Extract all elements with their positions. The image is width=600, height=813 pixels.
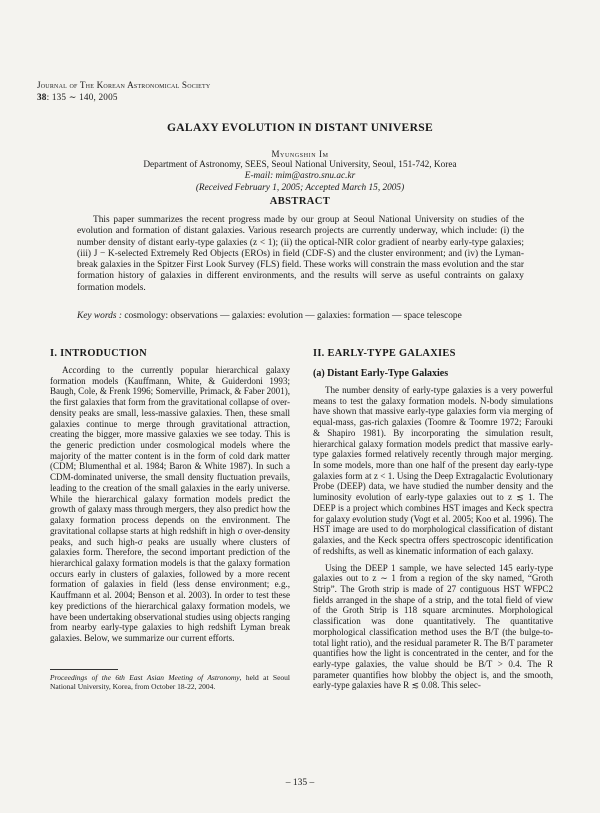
paragraph: The number density of early-type galaxies is a very powerful means to test the galaxy formation models. N-body simulations have shown that massive early-type galaxies form via merging of equal-mass, gas-rich galaxies (Toomre & Toomre 1972; Farouki & Shapiro 1981). By incorporating the simulation result, hierarchical galaxy formation models predict that massive early-type galaxies formed relatively recently through major merging. In some models, more than one half of the present day early-type galaxies form at z < 1. Using the Deep Extragalactic Evolutionary Probe (DEEP) data, we have studied the number density and the luminosity evolution of early-type galaxies out to z ≲ 1. The DEEP is a project which combines HST images and Keck spectra for galaxy evolution study (Vogt et al. 2005; Koo et al. 1996). The HST image are used to do morphological classification of distant galaxies, and the Keck spectra offers spectroscopic identification of redshifts, as well as kinematic information of each galaxy.: [313, 385, 553, 556]
page-number: – 135 –: [285, 778, 315, 788]
keywords: [77, 311, 524, 322]
author-block: [0, 149, 600, 194]
subsection-heading: (a) Distant Early-Type Galaxies: [313, 368, 449, 379]
right-column: [313, 346, 553, 691]
paper-title: GALAXY EVOLUTION IN DISTANT UNIVERSE: [166, 121, 434, 134]
affiliation: Department of Astronomy, SEES, Seoul National University, Seoul, 151-742, Korea: [143, 160, 457, 171]
left-column: [50, 346, 290, 644]
footnote-prefix: Proceedings of the 6th East Asian Meeting of Astronomy: [50, 673, 240, 682]
abstract-heading: ABSTRACT: [269, 196, 331, 207]
footnote-rest: , held at Seoul National University, Korea, from October 18-22, 2004.: [50, 673, 290, 692]
paragraph: According to the currently popular hierarchical galaxy formation models (Kauffmann, White, & Guiderdoni 1993; Baugh, Cole, & Frenk 1996; Somerville, Primack, & Faber 2001), the first galaxies that form from the gravitational collapse of over-density peaks are small, less-massive galaxies. Then, these small galaxies continue to merge through gravitational attraction, creating the bigger, more massive galaxies we see today. This is the generic prediction under cosmological models where the majority of the matter content is in the form of cold dark matter (CDM; Blumenthal et al. 1984; Baron & White 1987). In such a CDM-dominated universe, the small density fluctuation prevails, leading to the creation of the small galaxies in the early universe. While the hierarchical galaxy formation models predict the growth of galaxy mass through mergers, they also predict how the galaxy formation process depends on the environment. The gravitational collapse starts at high redshift in high σ over-density peaks, and such high-σ peaks are usually where clusters of galaxies form. Therefore, the second important prediction of the hierarchical galaxy formation models is that the galaxy formation occurs early in clusters of galaxies, followed by a more recent formation of galaxies in field (less dense environment; e.g., Kauffmann et al. 2004; Benson et al. 2003). In order to test these key predictions of the hierarchical galaxy formation models, we have been undertaking observational studies using objects ranging from nearby early-type galaxies to high redshift Lyman break galaxies. Below, we summarize our current efforts.: [50, 365, 290, 643]
journal-volume: 38: [37, 91, 47, 102]
section-heading: II. EARLY-TYPE GALAXIES: [313, 348, 456, 359]
received-dates: (Received February 1, 2005; Accepted March 15, 2005): [195, 182, 405, 193]
journal-pages: : 135 ∼ 140, 2005: [46, 91, 118, 102]
author-name: Myungshin Im: [271, 149, 329, 159]
section-heading: I. INTRODUCTION: [50, 348, 147, 359]
journal-name: Journal of The Korean Astronomical Society: [37, 80, 211, 90]
email: E-mail: mim@astro.snu.ac.kr: [244, 171, 356, 182]
journal-header: [37, 80, 210, 103]
abstract-text: This paper summarizes the recent progress made by our group at Seoul National University on studies of the evolution and formation of distant galaxies. Various research projects are currently underway, which include: (i) the number density of distant early-type galaxies (z < 1); (ii) the optical-NIR color gradient of nearby early-type galaxies; (iii) J − K-selected Extremely Red Objects (EROs) in field (CDF-S) and the cluster environment; and (iv) the Lyman-break galaxies in the Spitzer First Look Survey (FLS) field. These works will constrain the mass evolution and the star formation history of galaxies in different environments, and the results will serve as useful contraints on galaxy formation models.: [77, 215, 524, 293]
keywords-label: Key words :: [77, 311, 122, 321]
paragraph: Using the DEEP 1 sample, we have selected 145 early-type galaxies out to z ∼ 1 from a region of the sky named, “Groth Strip”. The Groth strip is made of 27 contiguous HST WFPC2 fields arranged in the shape of a strip, and the total field of view of the Groth Strip is 118 square arcminutes. Morphological classification was done quantitatively. The quantitative morphological classification method uses the B/T (the bulge-to-total light ratio), and the residual parameter R. The B/T parameter quantifies how the light is concentrated in the center, and for the early-type galaxies, the value should be B/T > 0.4. The R parameter quantifies how blobby the object is, and the smooth, early-type galaxies have R ≲ 0.08. This selec-: [313, 562, 553, 691]
keywords-list: cosmology: observations — galaxies: evolution — galaxies: formation — space telescope: [124, 311, 462, 321]
footnote: [50, 673, 290, 692]
footnote-rule: [50, 669, 118, 670]
